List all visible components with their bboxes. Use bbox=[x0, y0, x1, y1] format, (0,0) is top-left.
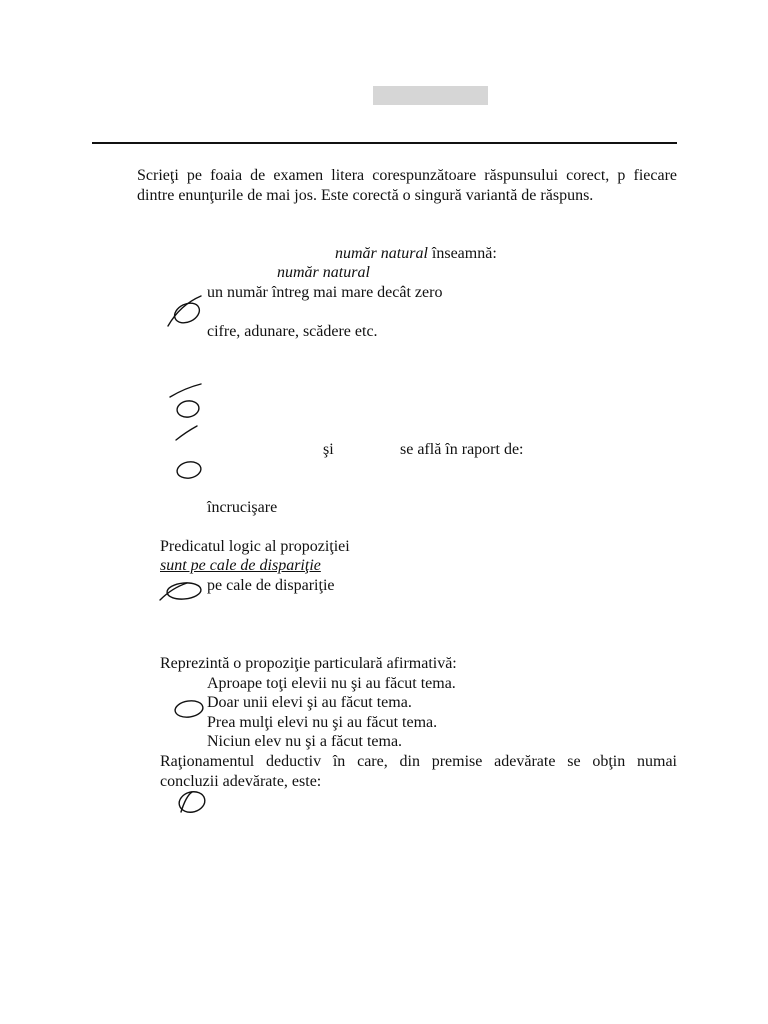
pen-circle-mark-1 bbox=[168, 296, 203, 327]
pen-circle-mark-6 bbox=[177, 789, 207, 815]
pen-circle-mark-2 bbox=[170, 384, 201, 440]
q3-stem: se află în raport de: bbox=[400, 441, 524, 458]
q1-stem-italic: număr natural bbox=[335, 245, 428, 262]
q4-italic-line: sunt pe cale de dispariţie bbox=[160, 557, 321, 574]
instructions-paragraph: Scrieţi pe foaia de examen litera corespunzătoare răspunsului corect, p fiecare dintre enunţurile de mai jos. Este corectă o singură variantă de răspuns. bbox=[137, 167, 677, 204]
pen-circle-mark-5 bbox=[174, 699, 204, 719]
q5-stem: Reprezintă o propoziţie particulară afirmativă: bbox=[160, 655, 457, 672]
q4-option: pe cale de dispariţie bbox=[207, 577, 335, 594]
q3-word-si: şi bbox=[323, 441, 334, 458]
q1-option-a: un număr întreg mai mare decât zero bbox=[207, 284, 443, 301]
q6-stem-line1: Raţionamentul deductiv în care, din premise adevărate se obţin numai bbox=[160, 753, 677, 770]
pen-circle-mark-3 bbox=[176, 460, 202, 480]
q3-option: încrucişare bbox=[207, 499, 278, 516]
q6-stem-line2: concluzii adevărate, este: bbox=[160, 773, 322, 790]
q1-italic-line: număr natural bbox=[277, 264, 370, 281]
q5-option-a: Aproape toţi elevii nu şi au făcut tema. bbox=[207, 675, 456, 692]
q1-option-b: cifre, adunare, scădere etc. bbox=[207, 323, 378, 340]
q5-option-c: Prea mulţi elevi nu şi au făcut tema. bbox=[207, 714, 438, 731]
q5-option-d: Niciun elev nu şi a făcut tema. bbox=[207, 733, 403, 750]
q1-stem-rest: înseamnă: bbox=[427, 245, 497, 262]
q4-stem: Predicatul logic al propoziţiei bbox=[160, 538, 350, 555]
pen-circle-mark-4 bbox=[160, 582, 202, 601]
q5-option-b: Doar unii elevi şi au făcut tema. bbox=[207, 694, 412, 711]
